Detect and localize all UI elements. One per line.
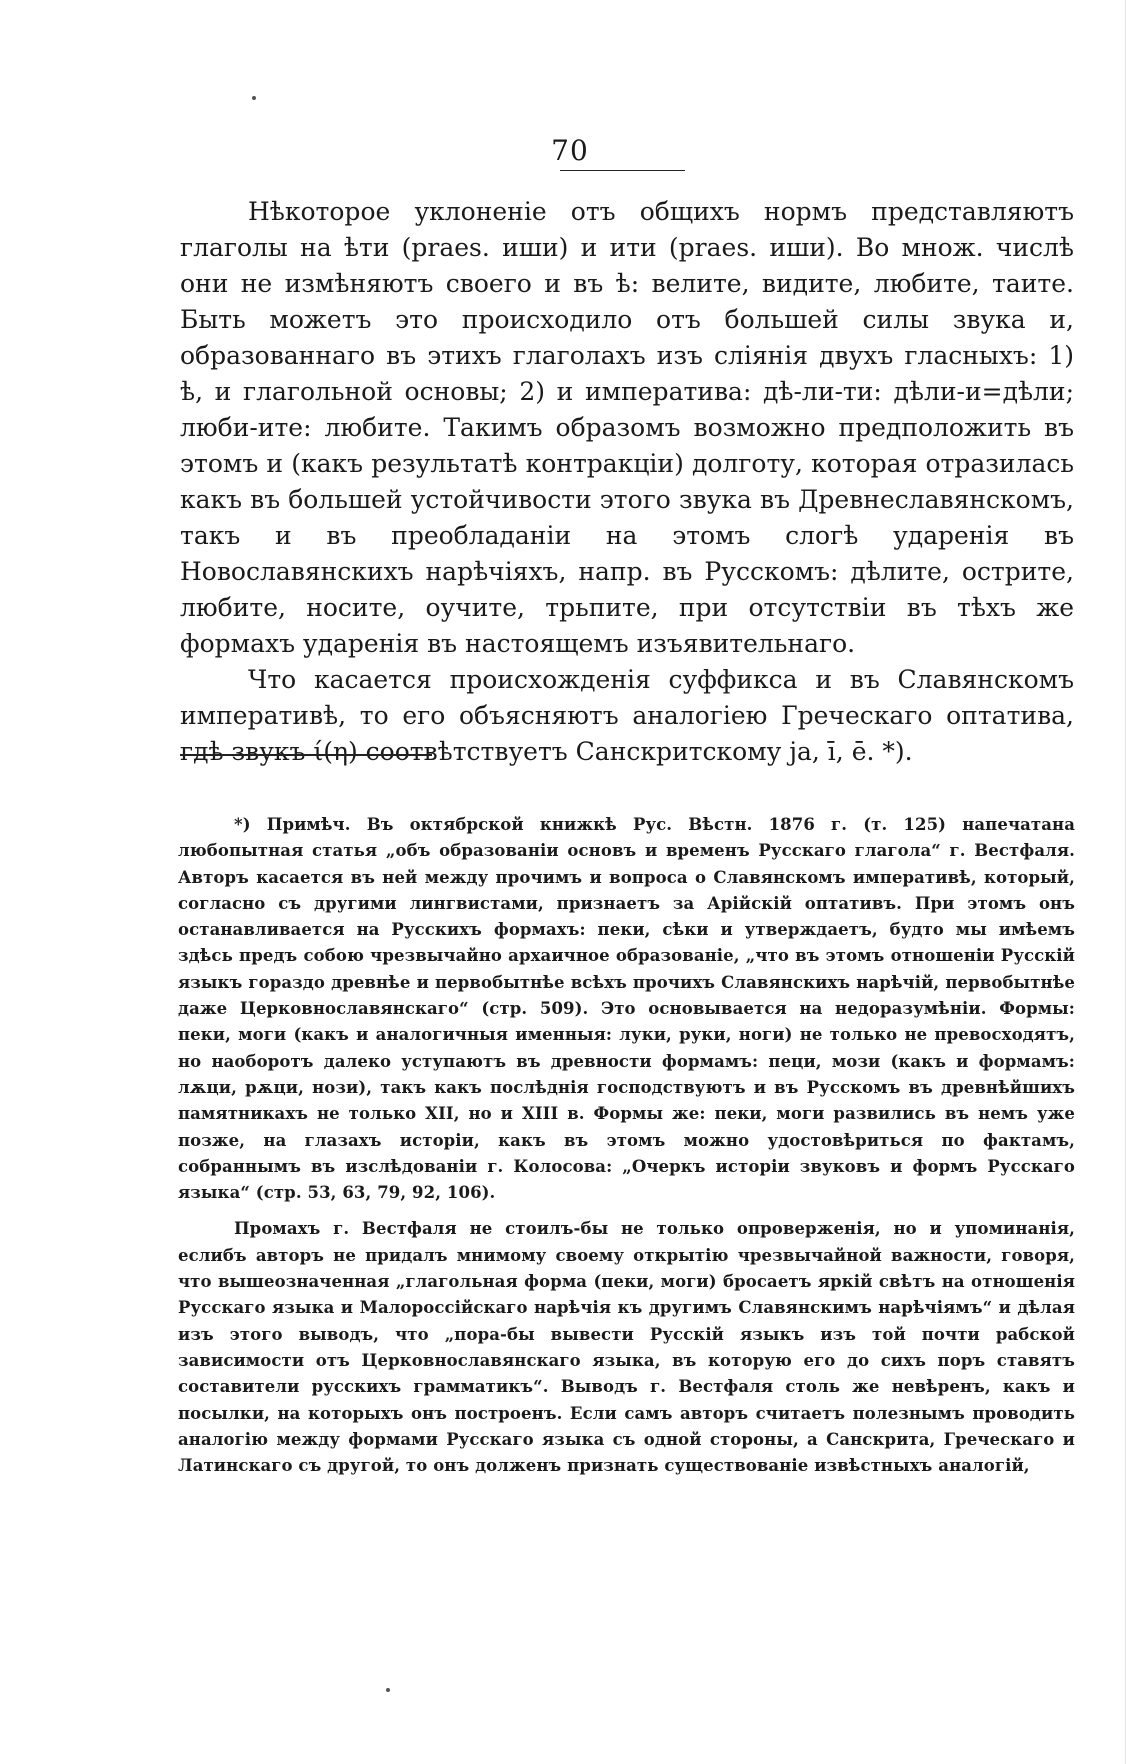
- main-text: [180, 194, 1074, 770]
- scan-speck: [252, 96, 256, 100]
- scan-edge: [1125, 0, 1126, 1764]
- page-number-rule: [560, 170, 685, 172]
- footnote-paragraph: *) Примѣч. Въ октябрской книжкѣ Рус. Вѣстн. 1876 г. (т. 125) напечатана любопытная статья „объ образованіи основъ и временъ Русскаго глагола“ г. Вестфаля. Авторъ касается въ ней между прочимъ и вопроса о Славянскомъ императивѣ, который, согласно съ другими лингвистами, признаетъ за Арійскій оптативъ. При этомъ онъ останавливается на Русскихъ формахъ: пеки, сѣки и утверждаетъ, будто мы имѣемъ здѣсь предъ собою чрезвычайно архаичное образованіе, „что въ этомъ отношеніи Русскій языкъ гораздо древнѣе и первобытнѣе всѣхъ прочихъ Славянскихъ нарѣчій, первобытнѣе даже Церковнославянскаго“ (стр. 509). Это основывается на недоразумѣніи. Формы: пеки, моги (какъ и аналогичныя именныя: луки, руки, ноги) не только не превосходятъ, но наоборотъ далеко уступаютъ въ древности формамъ: пеци, мози (какъ и формамъ: лѫци, рѫци, нози), такъ какъ послѣднія господствуютъ и въ Русскомъ въ древнѣйшихъ памятникахъ не только XII, но и XIII в. Формы же: пеки, моги развились въ немъ уже позже, на глазахъ исторіи, какъ въ этомъ можно удостовѣриться по фактамъ, собраннымъ въ изслѣдованіи г. Колосова: „Очеркъ исторіи звуковъ и формъ Русскаго языка“ (стр. 53, 63, 79, 92, 106).: [178, 815, 1075, 1203]
- footnotes: [178, 812, 1075, 1479]
- footnote-paragraph: Промахъ г. Вестфаля не стоилъ-бы не только опроверженія, но и упоминанія, еслибъ авторъ не придалъ мнимому своему открытію чрезвычайной важности, говоря, что вышеозначенная „глагольная форма (пеки, моги) бросаетъ яркій свѣтъ на отношенія Русскаго языка и Малороссійскаго нарѣчія къ другимъ Славянскимъ нарѣчіямъ“ и дѣлая изъ этого выводъ, что „пора-бы вывести Русскій языкъ изъ той почти рабской зависимости отъ Церковнославянскаго языка, въ которую его до сихъ поръ ставятъ составители русскихъ грамматикъ“. Выводъ г. Вестфаля столь же невѣренъ, какъ и посылки, на которыхъ онъ построенъ. Если самъ авторъ считаетъ полезнымъ проводить аналогію между формами Русскаго языка съ одной стороны, а Санскрита, Греческаго и Латинскаго съ другой, то онъ долженъ признать существованіе извѣстныхъ аналогій,: [178, 1219, 1075, 1476]
- main-paragraph: Нѣкоторое уклоненіе отъ общихъ нормъ представляютъ глаголы на ѣти (praes. иши) и ити (praes. иши). Во множ. числѣ они не измѣняютъ своего и въ ѣ: велите, видите, любите, таите. Быть можетъ это происходило отъ большей силы звука и, образованнаго въ этихъ глаголахъ изъ сліянія двухъ гласныхъ: 1) ѣ, и глагольной основы; 2) и императива: дѣ-ли-ти: дѣли-и=дѣли; люби-ите: любите. Такимъ образомъ возможно предположить въ этомъ и (какъ результатѣ контракціи) долготу, которая отразилась какъ въ большей устойчивости этого звука въ Древнеславянскомъ, такъ и въ преобладаніи на этомъ слогѣ ударенія въ Новославянскихъ нарѣчіяхъ, напр. въ Русскомъ: дѣлите, острите, любите, носите, оучите, трьпите, при отсутствіи въ тѣхъ же формахъ ударенія въ настоящемъ изъявительнаго.: [180, 197, 1074, 658]
- scan-speck: [386, 1688, 390, 1692]
- main-paragraph: Что касается происхожденія суффикса и въ Славянскомъ императивѣ, то его объясняютъ аналогіею Греческаго оптатива, гдѣ звукъ ί(η) соотвѣтствуетъ Санскритскому ja, ī, ē. *).: [180, 665, 1074, 766]
- page-number: 70: [551, 134, 589, 167]
- footnote-separator: [180, 754, 432, 756]
